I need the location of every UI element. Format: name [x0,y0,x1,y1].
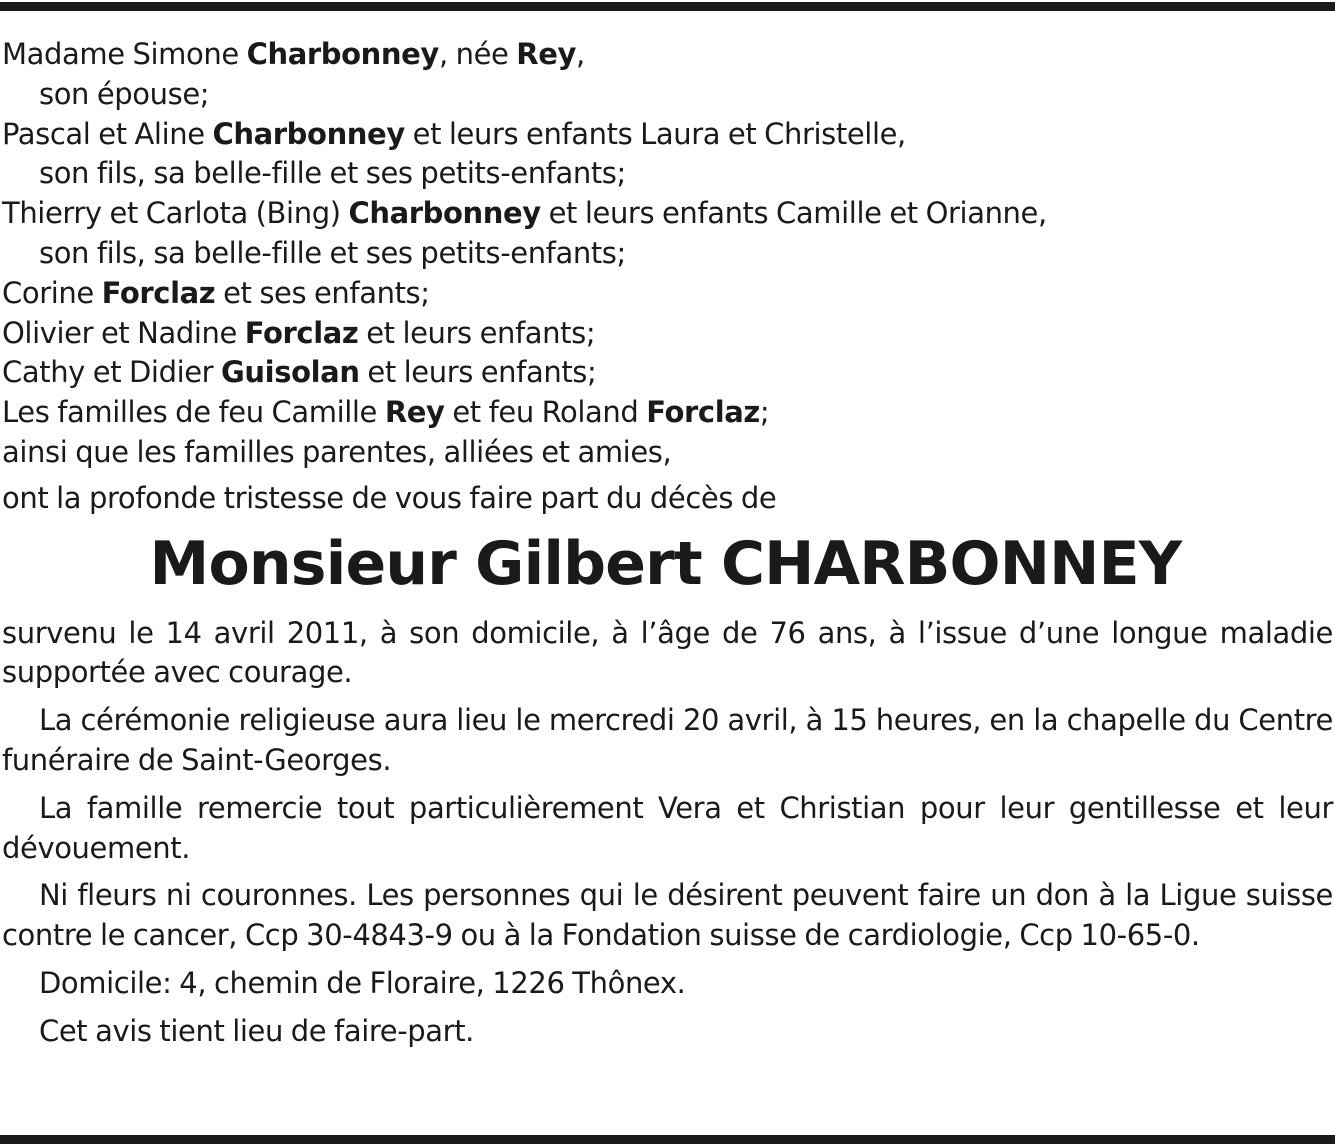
notice-paragraph: survenu le 14 avril 2011, à son domicile, à l’âge de 76 ans, à l’issue d’une longue maladie supportée avec courage. [2,615,1333,690]
family-line [2,35,1333,75]
family-line [2,314,1333,354]
family-text: son fils, sa belle-fille et ses petits-enfants; [39,235,626,270]
family-surname: Rey [384,395,445,430]
family-text: ; [759,395,770,430]
family-line [2,393,1333,433]
notice-body [2,614,1333,1052]
family-text: et leurs enfants; [358,315,596,350]
family-text: Olivier et Nadine [2,315,245,350]
family-line [2,154,1333,194]
family-surname: Charbonney [212,116,405,151]
family-line [2,274,1333,314]
family-text: son fils, sa belle-fille et ses petits-enfants; [39,156,626,191]
family-text: Madame Simone [2,37,247,71]
family-line [2,433,1333,473]
family-text: son épouse; [39,76,210,111]
family-text: Cathy et Didier [2,355,222,390]
notice-paragraph: La famille remercie tout particulièrement Vera et Christian pour leur gentillesse et leur dévouement. [2,790,1333,865]
family-text: , née [438,37,517,71]
family-surname: Forclaz [646,395,760,430]
notice-paragraph: Ni fleurs ni couronnes. Les personnes qui le désirent peuvent faire un don à la Ligue suisse contre le cancer, Ccp 30-4843-9 ou à la Fondation suisse de cardiologie, Ccp 10-65-0. [2,878,1333,953]
family-list [2,35,1333,473]
family-line [2,194,1333,234]
bottom-rule [0,1135,1335,1144]
notice-paragraph: La cérémonie religieuse aura lieu le mercredi 20 avril, à 15 heures, en la chapelle du Centre funéraire de Saint-Georges. [2,703,1333,777]
family-line [2,234,1333,274]
family-surname: Charbonney [348,196,541,231]
family-text: Les familles de feu Camille [2,395,385,430]
family-surname: Charbonney [246,37,439,71]
family-surname: Forclaz [244,315,359,350]
family-surname: Guisolan [221,355,360,390]
obituary-notice [2,35,1333,1052]
family-text: et leurs enfants Camille et Orianne, [540,196,1047,231]
family-text: et leurs enfants; [359,355,597,390]
family-text: Corine [2,275,102,310]
family-line [2,353,1333,393]
family-text: Thierry et Carlota (Bing) [2,196,349,231]
family-text: Pascal et Aline [2,116,213,151]
family-line [2,75,1333,115]
family-text: et feu Roland [444,395,647,430]
top-rule [0,2,1335,11]
family-text: , [575,37,585,71]
family-surname: Forclaz [101,275,216,310]
notice-paragraph: Domicile: 4, chemin de Floraire, 1226 Thônex. [39,965,686,1000]
announcement: ont la profonde tristesse de vous faire part du décès de [2,480,777,515]
family-surname: Rey [516,37,576,71]
notice-paragraph: Cet avis tient lieu de faire-part. [39,1013,474,1048]
deceased-name: Monsieur Gilbert CHARBONNEY [149,528,1182,599]
family-line [2,115,1333,155]
family-text: ainsi que les familles parentes, alliées et amies, [2,434,672,469]
family-text: et leurs enfants Laura et Christelle, [404,116,906,151]
family-text: et ses enfants; [215,275,430,310]
